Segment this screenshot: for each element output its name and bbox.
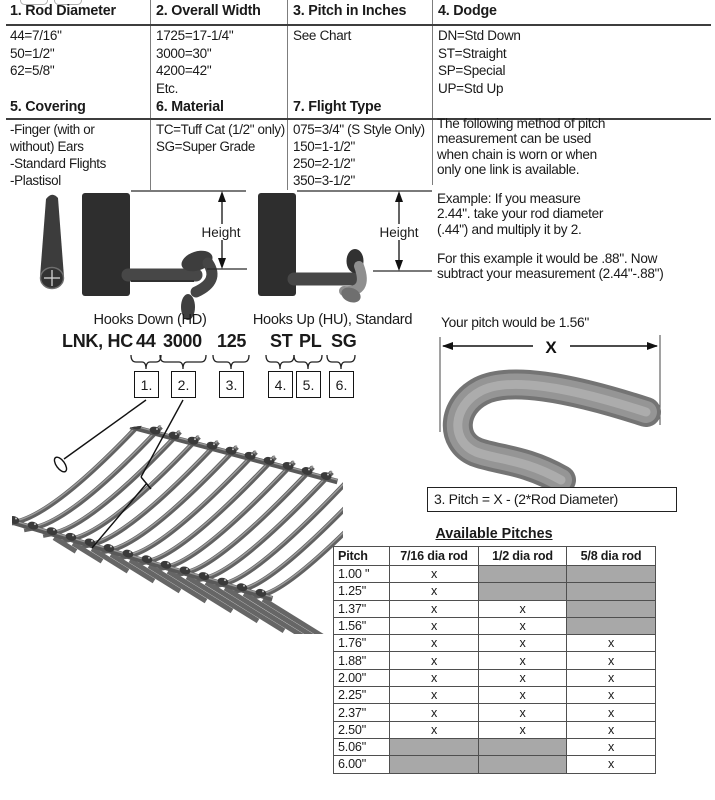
pitch-cell bbox=[567, 583, 656, 600]
spec-item: 150=1-1/2" bbox=[293, 139, 355, 155]
spec-item: SP=Special bbox=[438, 63, 506, 79]
col-header: 7. Flight Type bbox=[293, 99, 382, 115]
hu-height-label: Height bbox=[379, 225, 419, 240]
pitch-cell: x bbox=[390, 635, 479, 652]
available-pitches-table bbox=[333, 546, 656, 774]
spec-item: 62=5/8" bbox=[10, 63, 55, 79]
spec-item: Etc. bbox=[156, 80, 179, 96]
method-line: (.44") and multiply it by 2. bbox=[437, 221, 582, 237]
pn-box-4: 4. bbox=[268, 371, 293, 398]
pitch-cell: x bbox=[479, 687, 567, 704]
pitch-cell: x bbox=[479, 617, 567, 634]
pitch-cell: x bbox=[390, 600, 479, 617]
col-header: 5. Covering bbox=[10, 99, 86, 115]
pitch-cell: x bbox=[479, 704, 567, 721]
pitch-method-text bbox=[437, 116, 711, 282]
spec-item: -Standard Flights bbox=[10, 156, 107, 172]
table-row bbox=[334, 652, 656, 669]
method-line: when chain is worn or when bbox=[437, 146, 597, 162]
spec-item: -Finger (with or bbox=[10, 122, 95, 137]
col-flight-type bbox=[293, 99, 425, 189]
spec-item: ST=Straight bbox=[438, 45, 507, 61]
col-header: Pitch bbox=[334, 547, 390, 566]
pitch-cell bbox=[390, 756, 479, 773]
table-divider bbox=[150, 0, 151, 190]
part-number-code: PL bbox=[299, 331, 322, 351]
col-dodge bbox=[438, 3, 521, 97]
spec-item: -Plastisol bbox=[10, 173, 61, 189]
table-header-row bbox=[334, 547, 656, 566]
pn-box-3: 3. bbox=[219, 371, 244, 398]
hook-photo bbox=[425, 330, 715, 487]
col-header: 2. Overall Width bbox=[156, 3, 261, 19]
spec-item: TC=Tuff Cat (1/2" only) bbox=[156, 122, 285, 137]
pitch-cell: x bbox=[390, 566, 479, 583]
col-overall-width bbox=[156, 3, 261, 97]
x-dim-label: X bbox=[545, 338, 557, 357]
pitch-cell bbox=[479, 738, 567, 755]
spec-item: 3000=30" bbox=[156, 45, 212, 61]
spec-item: 50=1/2" bbox=[10, 45, 55, 61]
pitch-result-text: Your pitch would be 1.56" bbox=[441, 315, 589, 330]
pitch-cell: x bbox=[479, 635, 567, 652]
method-line: subtract your measurement (2.44"-.88") bbox=[437, 266, 664, 282]
pitch-cell: x bbox=[567, 635, 656, 652]
pitch-cell: x bbox=[567, 704, 656, 721]
col-header: 5/8 dia rod bbox=[567, 547, 656, 566]
col-rod-diameter bbox=[10, 3, 116, 80]
pitch-cell: x bbox=[567, 738, 656, 755]
spec-item: 250=2-1/2" bbox=[293, 156, 355, 172]
spec-item: 44=7/16" bbox=[10, 28, 62, 43]
pn-box-1: 1. bbox=[134, 371, 159, 398]
table-row bbox=[334, 617, 656, 634]
part-number-code: SG bbox=[331, 331, 357, 351]
pitch-cell: x bbox=[479, 600, 567, 617]
pitch-cell: x bbox=[479, 652, 567, 669]
part-number-braces bbox=[0, 353, 420, 371]
pitch-value: 2.37" bbox=[334, 704, 390, 721]
available-pitches-title: Available Pitches bbox=[435, 526, 553, 542]
table-divider bbox=[432, 0, 433, 185]
pitch-value: 2.00" bbox=[334, 669, 390, 686]
part-number-prefix: LNK, HC bbox=[62, 331, 133, 351]
pitch-cell: x bbox=[390, 669, 479, 686]
col-header: 3. Pitch in Inches bbox=[293, 3, 407, 19]
hooks-up-caption: Hooks Up (HU), Standard bbox=[252, 312, 413, 328]
spec-item: SG=Super Grade bbox=[156, 139, 255, 155]
table-row bbox=[334, 583, 656, 600]
spec-item: 350=3-1/2" bbox=[293, 173, 355, 189]
pitch-value: 1.25" bbox=[334, 583, 390, 600]
spec-item: 1725=17-1/4" bbox=[156, 28, 234, 43]
pitch-cell: x bbox=[390, 687, 479, 704]
spec-item: See Chart bbox=[293, 28, 352, 43]
pitch-cell: x bbox=[390, 704, 479, 721]
pitch-cell: x bbox=[479, 669, 567, 686]
table-row bbox=[334, 704, 656, 721]
col-header: 6. Material bbox=[156, 99, 224, 115]
pitch-cell bbox=[567, 566, 656, 583]
pitch-value: 1.56" bbox=[334, 617, 390, 634]
method-line: The following method of pitch bbox=[437, 116, 606, 131]
hd-height-label: Height bbox=[201, 225, 241, 240]
spec-item: 4200=42" bbox=[156, 63, 212, 79]
method-line: only one link is available. bbox=[437, 161, 580, 177]
pitch-cell: x bbox=[390, 617, 479, 634]
pitch-cell: x bbox=[390, 721, 479, 738]
table-row bbox=[334, 669, 656, 686]
pitch-cell: x bbox=[567, 756, 656, 773]
table-row bbox=[334, 635, 656, 652]
pitch-formula-box: 3. Pitch = X - (2*Rod Diameter) bbox=[427, 487, 677, 512]
part-number-code: 3000 bbox=[163, 331, 202, 351]
pitch-value: 2.50" bbox=[334, 721, 390, 738]
pitch-cell: x bbox=[567, 669, 656, 686]
pitch-cell bbox=[567, 600, 656, 617]
pitch-value: 1.88" bbox=[334, 652, 390, 669]
pn-box-6: 6. bbox=[329, 371, 354, 398]
pitch-value: 1.76" bbox=[334, 635, 390, 652]
spec-item: without) Ears bbox=[10, 139, 84, 155]
col-pitch-inches bbox=[293, 3, 406, 45]
method-line: 2.44". take your rod diameter bbox=[437, 206, 604, 222]
pitch-cell: x bbox=[390, 583, 479, 600]
col-header: 4. Dodge bbox=[438, 3, 497, 19]
spec-item: UP=Std Up bbox=[438, 80, 504, 96]
spec-item: DN=Std Down bbox=[438, 28, 521, 43]
spec-item: 075=3/4" (S Style Only) bbox=[293, 122, 425, 137]
pitch-cell: x bbox=[479, 721, 567, 738]
table-row bbox=[334, 721, 656, 738]
pitch-cell: x bbox=[567, 652, 656, 669]
pitch-value: 1.37" bbox=[334, 600, 390, 617]
pitch-value: 5.06" bbox=[334, 738, 390, 755]
col-header: 7/16 dia rod bbox=[390, 547, 479, 566]
col-material bbox=[156, 99, 285, 155]
part-number-code: ST bbox=[270, 331, 293, 351]
pitch-cell bbox=[479, 756, 567, 773]
method-line: measurement can be used bbox=[437, 131, 592, 147]
pitch-value: 6.00" bbox=[334, 756, 390, 773]
col-header: 1. Rod Diameter bbox=[10, 3, 116, 19]
hooks-down-caption: Hooks Down (HD) bbox=[93, 312, 207, 328]
table-row bbox=[334, 566, 656, 583]
table-row bbox=[334, 756, 656, 773]
pitch-cell: x bbox=[567, 687, 656, 704]
method-line: For this example it would be .88". Now bbox=[437, 251, 658, 267]
pitch-value: 2.25" bbox=[334, 687, 390, 704]
part-number-code: 125 bbox=[217, 331, 247, 351]
table-row bbox=[334, 600, 656, 617]
table-divider bbox=[287, 0, 288, 190]
belt-mesh-image bbox=[0, 392, 348, 640]
part-number-code: 44 bbox=[136, 331, 156, 351]
col-header: 1/2 dia rod bbox=[479, 547, 567, 566]
pitch-cell: x bbox=[390, 652, 479, 669]
pn-box-2: 2. bbox=[171, 371, 196, 398]
table-row bbox=[334, 738, 656, 755]
method-line: Example: If you measure bbox=[437, 191, 581, 207]
pitch-cell bbox=[567, 617, 656, 634]
pitch-cell bbox=[390, 738, 479, 755]
pitch-cell bbox=[479, 566, 567, 583]
hd-plate bbox=[82, 193, 130, 296]
pitch-value: 1.00 " bbox=[334, 566, 390, 583]
pitch-cell: x bbox=[567, 721, 656, 738]
pn-box-5: 5. bbox=[296, 371, 321, 398]
table-row bbox=[334, 687, 656, 704]
pitch-cell bbox=[479, 583, 567, 600]
col-covering bbox=[10, 99, 106, 189]
